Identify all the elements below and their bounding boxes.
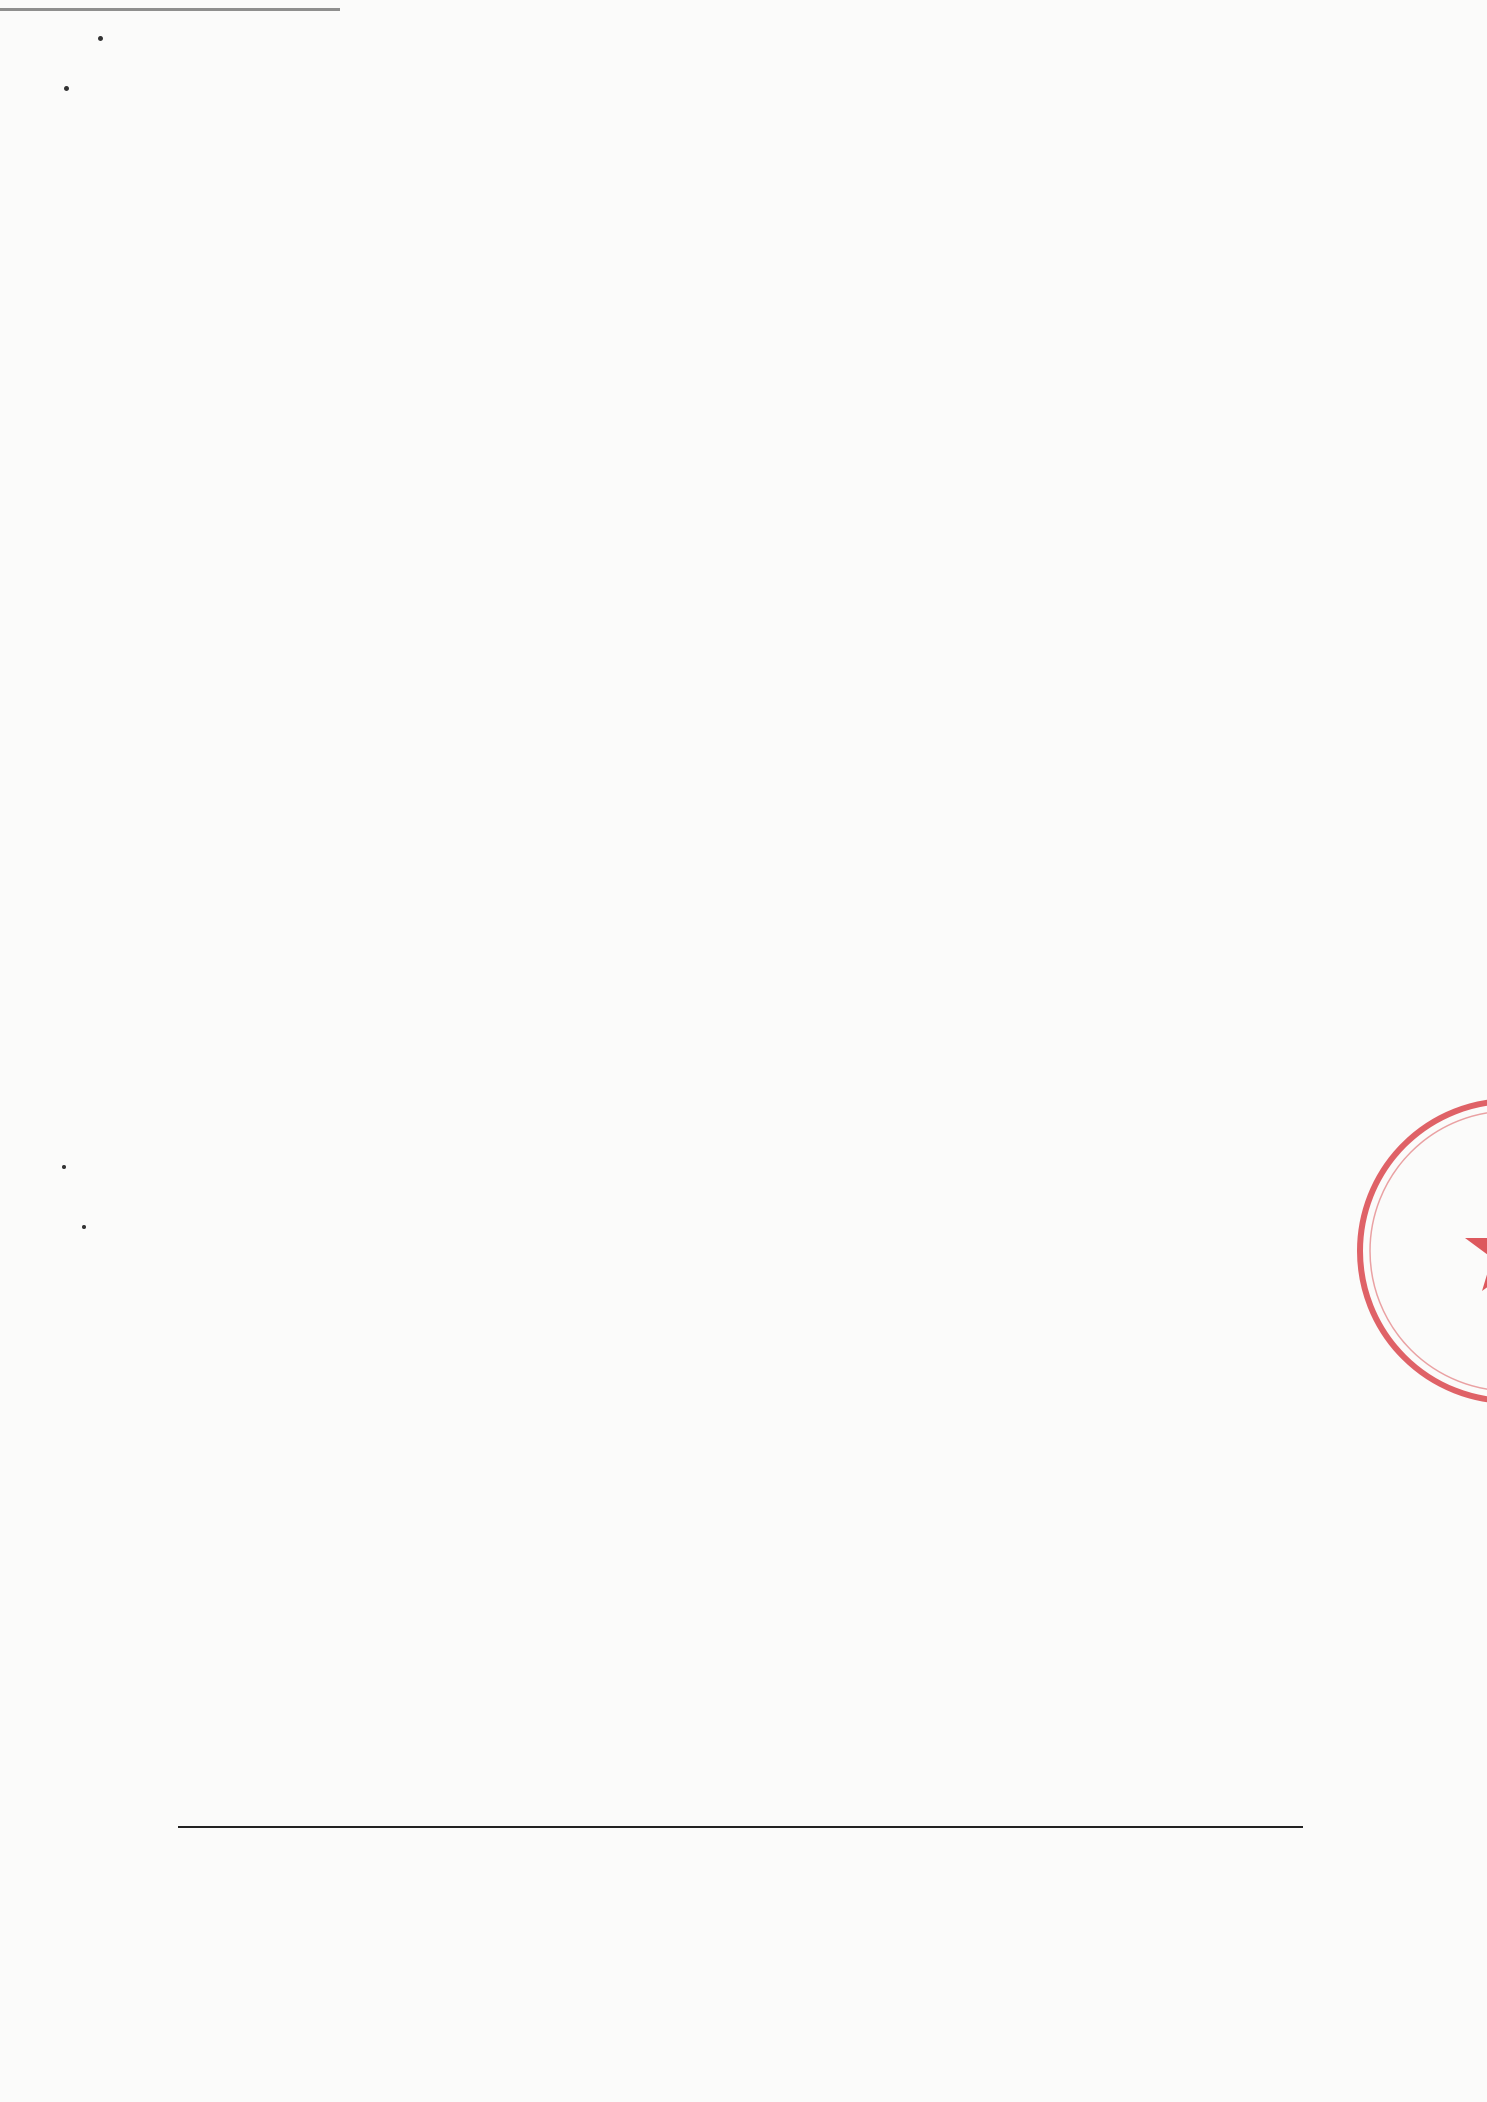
footer-divider <box>178 1826 1303 1828</box>
scan-speck <box>82 1225 86 1229</box>
document-body <box>178 332 1298 350</box>
scan-speck <box>64 86 69 91</box>
scan-speck <box>62 1165 66 1169</box>
seal-stamp-icon <box>1350 1086 1487 1416</box>
official-seal <box>1350 1086 1487 1416</box>
scan-edge-mark <box>0 8 340 11</box>
scan-speck <box>98 36 103 41</box>
